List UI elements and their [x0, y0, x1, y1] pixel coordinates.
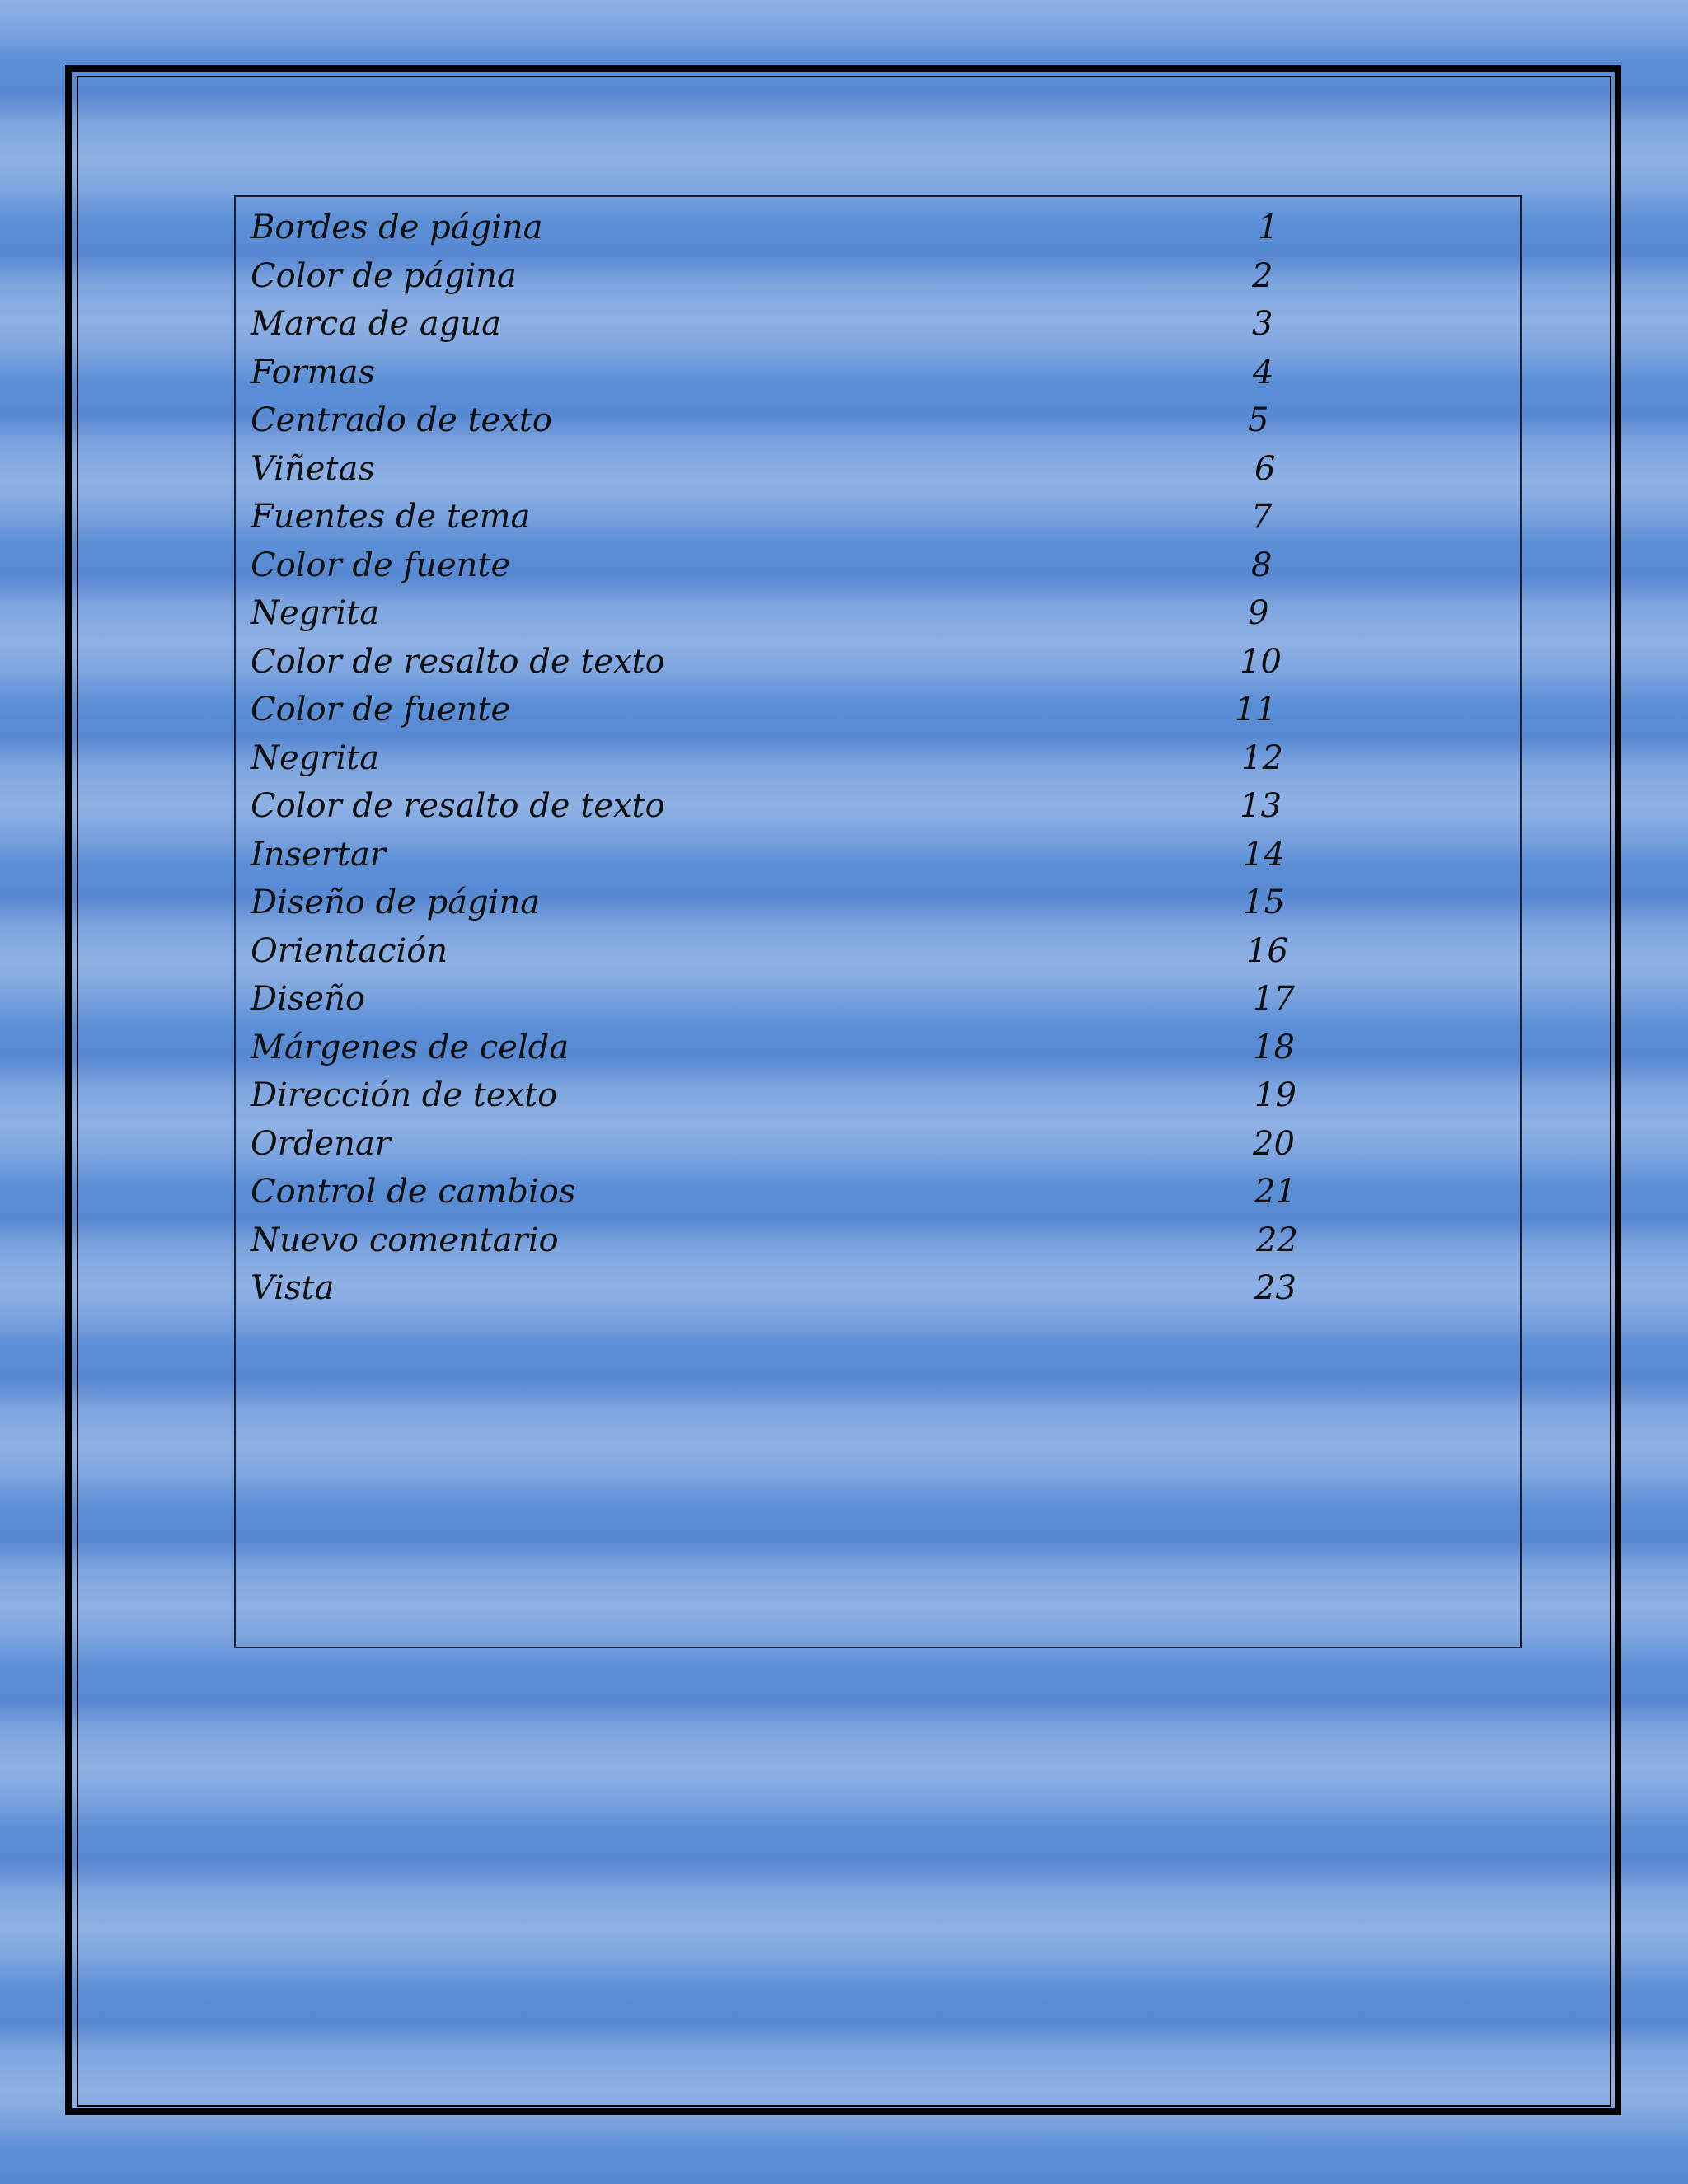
toc-entry-title: Dirección de texto: [251, 1076, 558, 1114]
toc-entry: [236, 686, 1520, 734]
toc-entry-title: Negrita: [251, 738, 380, 777]
toc-entry-page-number: 23: [1254, 1269, 1296, 1307]
toc-entry-title: Centrado de texto: [251, 401, 552, 439]
toc-entry-page-number: 18: [1253, 1028, 1295, 1066]
toc-entry-page-number: 6: [1254, 449, 1276, 488]
toc-entry-page-number: 11: [1235, 691, 1277, 729]
toc-entry-page-number: 16: [1246, 931, 1288, 970]
toc-entry-page-number: 12: [1241, 738, 1283, 777]
toc-entry-title: Vista: [251, 1269, 335, 1307]
toc-entry-title: Márgenes de celda: [251, 1028, 570, 1066]
toc-entry-title: Diseño: [251, 980, 365, 1018]
toc-entry-title: Viñetas: [251, 449, 375, 488]
toc-entry-title: Color de resalto de texto: [251, 642, 665, 681]
toc-entry-title: Orientación: [251, 931, 448, 970]
toc-entry: [236, 1216, 1520, 1265]
toc-entry: [236, 204, 1520, 252]
toc-entry-title: Color de página: [251, 256, 517, 295]
toc-entry-page-number: 10: [1240, 642, 1282, 681]
toc-entry: [236, 879, 1520, 927]
toc-entry: [236, 1120, 1520, 1169]
toc-entry-page-number: 14: [1243, 835, 1285, 874]
toc-entry-page-number: 21: [1254, 1173, 1296, 1211]
toc-entry-page-number: 3: [1252, 305, 1273, 343]
toc-entry-title: Color de resalto de texto: [251, 787, 665, 825]
toc-entry: [236, 1071, 1520, 1120]
toc-entry-title: Diseño de página: [251, 883, 541, 921]
toc-entry: [236, 927, 1520, 976]
toc-entry: [236, 1264, 1520, 1313]
toc-entry-title: Bordes de página: [251, 209, 543, 246]
toc-entry: [236, 349, 1520, 397]
toc-entry-page-number: 4: [1253, 353, 1274, 391]
toc-entry-title: Control de cambios: [251, 1173, 576, 1211]
toc-entry: [236, 445, 1520, 494]
toc-entry-title: Color de fuente: [251, 546, 511, 584]
toc-entry-title: Color de fuente: [251, 691, 511, 729]
toc-entry-title: Negrita: [251, 594, 380, 632]
toc-entry: [236, 975, 1520, 1024]
toc-entry-title: Nuevo comentario: [251, 1221, 559, 1259]
toc-entry: [236, 589, 1520, 638]
toc-entry: [236, 1024, 1520, 1072]
toc-entry-page-number: 5: [1248, 401, 1269, 439]
toc-entry-title: Marca de agua: [251, 305, 501, 343]
toc-entry-page-number: 15: [1243, 883, 1285, 921]
toc-entry-page-number: 8: [1251, 546, 1273, 584]
toc-entry: [236, 734, 1520, 783]
toc-entry: [236, 1168, 1520, 1216]
toc-entry-title: Insertar: [251, 835, 386, 874]
toc-entry-page-number: 20: [1253, 1124, 1295, 1163]
toc-entry: [236, 541, 1520, 590]
table-of-contents: [234, 195, 1522, 1648]
toc-entry-page-number: 2: [1252, 256, 1273, 295]
toc-entry-page-number: 9: [1248, 594, 1269, 632]
toc-entry: [236, 396, 1520, 445]
toc-entry: [236, 638, 1520, 687]
toc-entry-page-number: 7: [1251, 498, 1273, 536]
toc-entry-page-number: 13: [1240, 787, 1282, 825]
toc-entry-title: Formas: [251, 353, 376, 391]
toc-list: [236, 204, 1520, 1313]
toc-entry: [236, 300, 1520, 349]
toc-entry-page-number: 17: [1253, 980, 1295, 1018]
toc-entry: [236, 782, 1520, 831]
toc-entry-title: Fuentes de tema: [251, 498, 531, 536]
toc-entry-page-number: 22: [1256, 1221, 1298, 1259]
toc-entry: [236, 252, 1520, 301]
toc-entry-title: Ordenar: [251, 1124, 391, 1163]
toc-entry: [236, 831, 1520, 879]
toc-entry-page-number: 1: [1258, 209, 1279, 246]
toc-entry-page-number: 19: [1254, 1076, 1296, 1114]
toc-entry: [236, 493, 1520, 541]
